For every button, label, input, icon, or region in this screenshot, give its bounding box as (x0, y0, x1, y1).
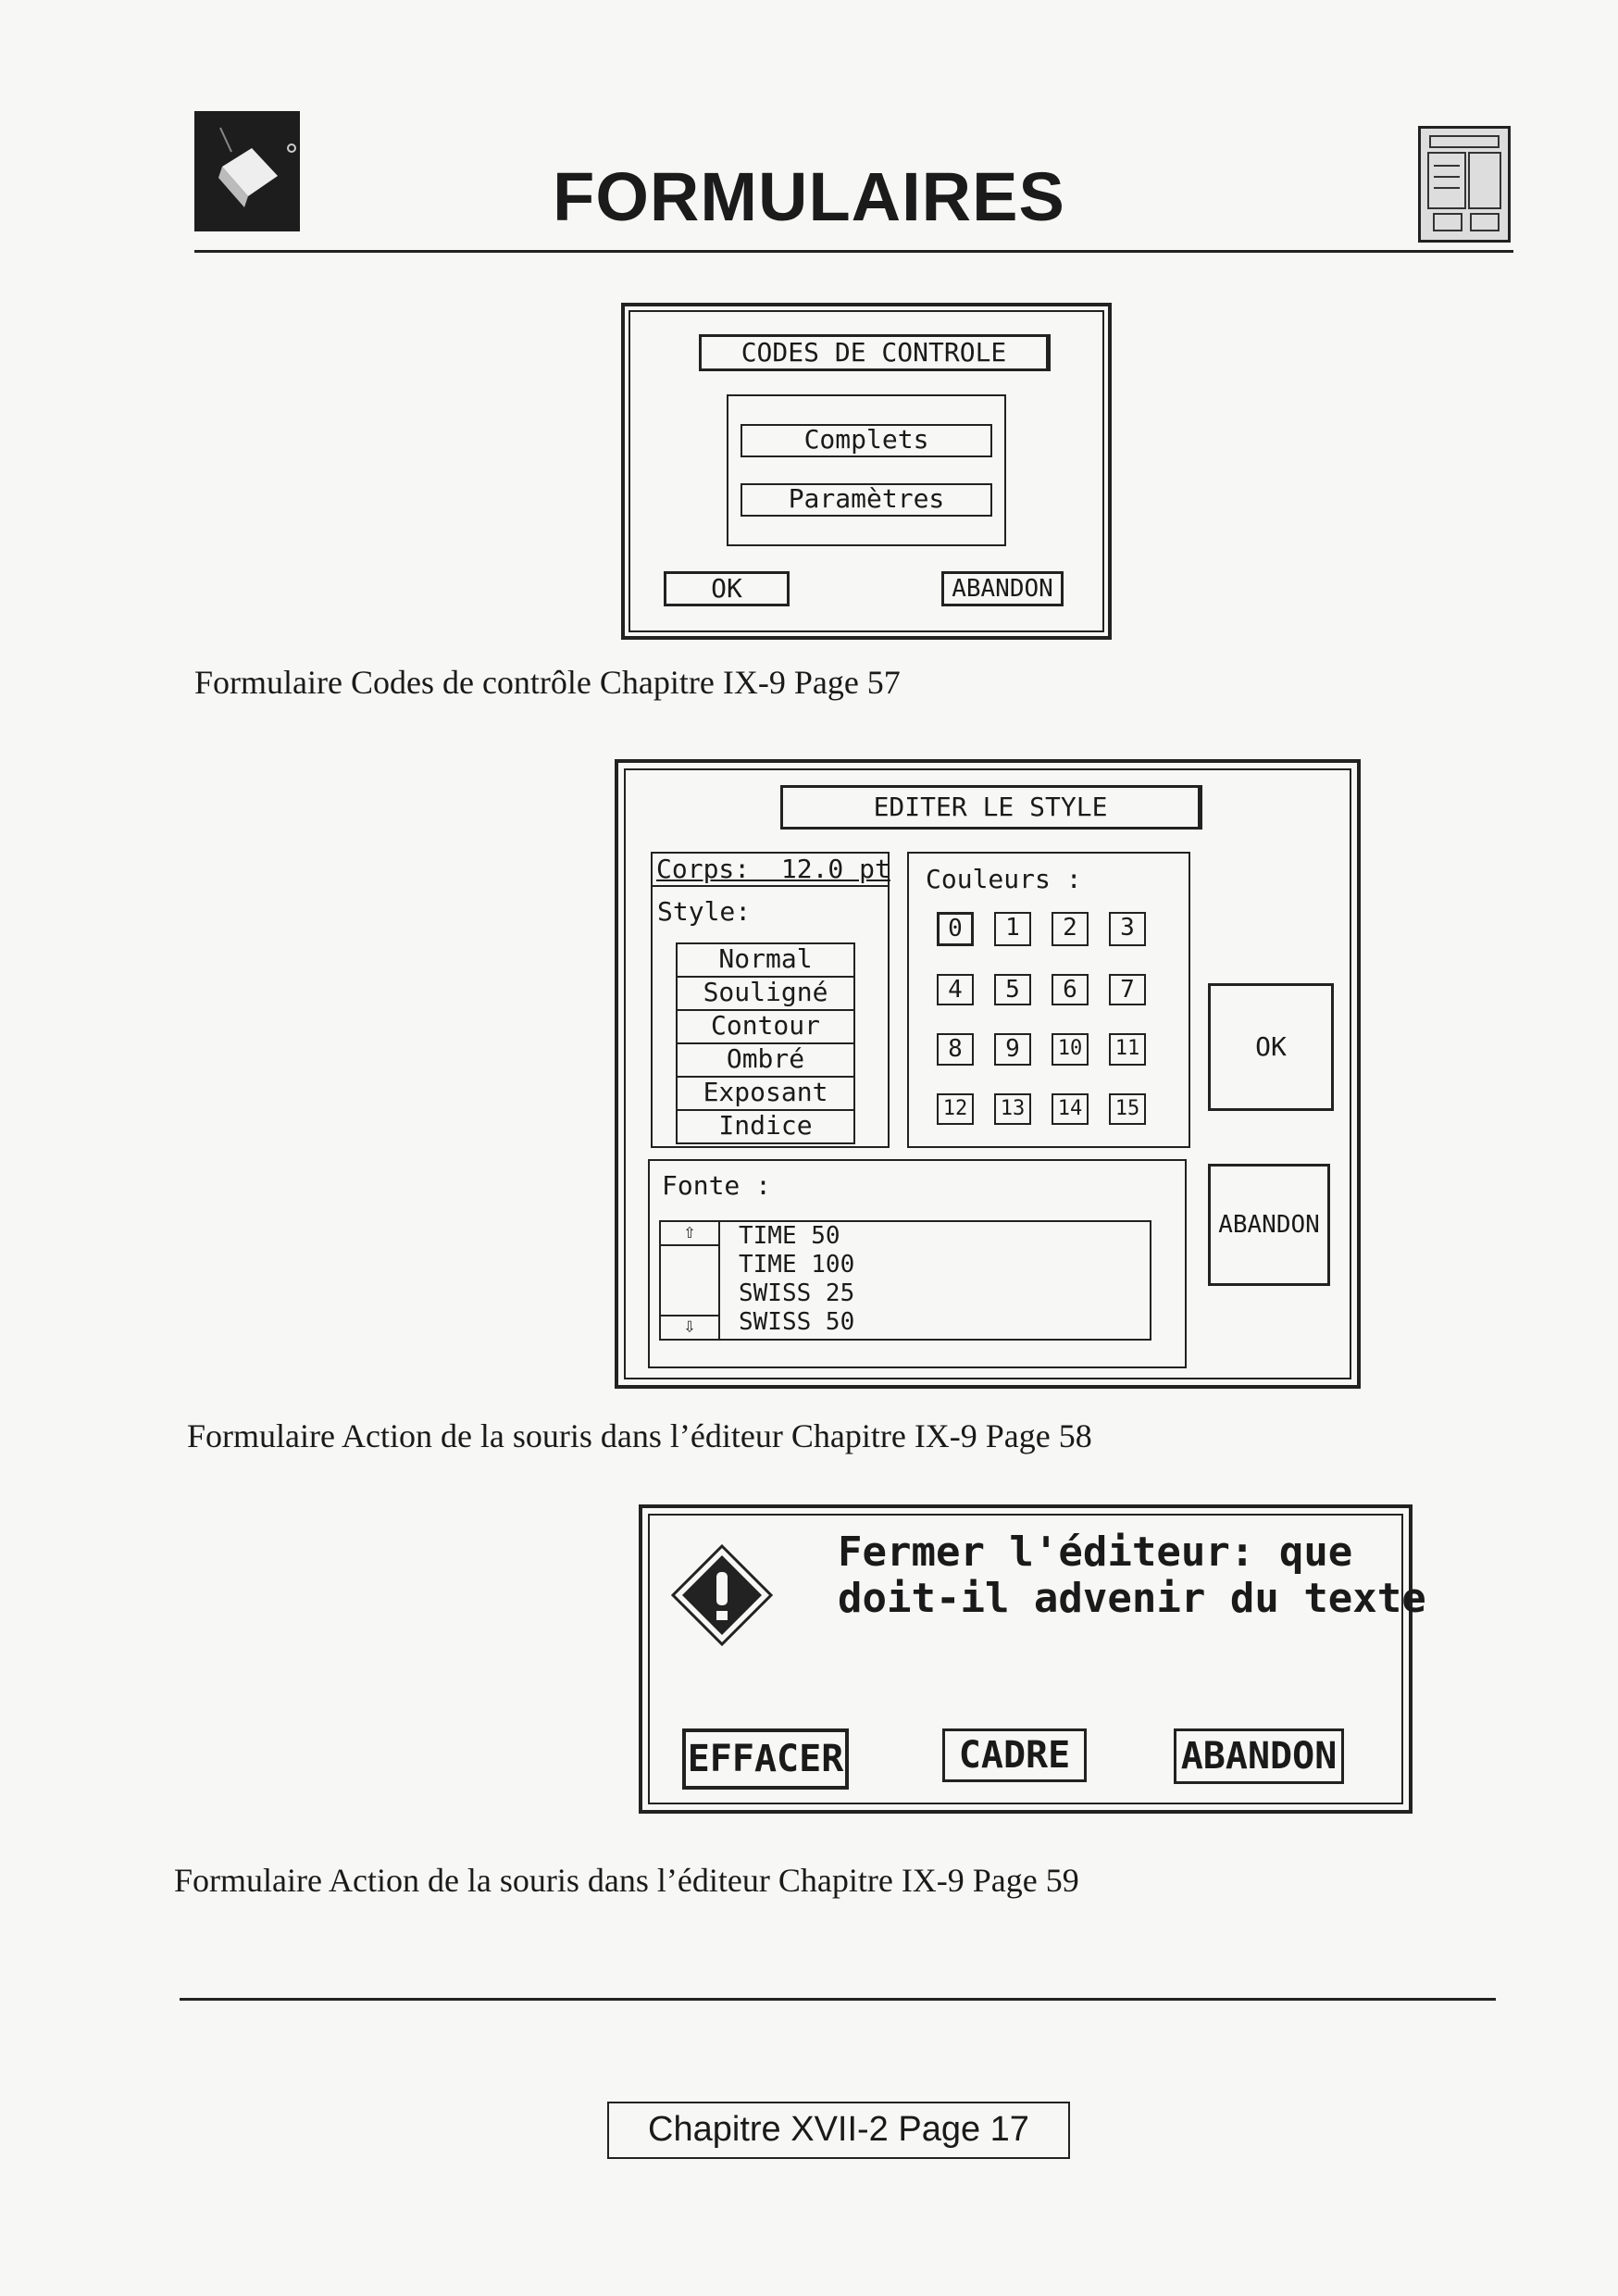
color-swatch-4[interactable]: 4 (937, 974, 974, 1006)
font-option[interactable]: SWISS 25 (739, 1279, 855, 1307)
color-swatch-8[interactable]: 8 (937, 1033, 974, 1066)
color-swatch-7[interactable]: 7 (1109, 974, 1146, 1006)
colors-label: Couleurs : (926, 864, 1082, 894)
cadre-button[interactable]: CADRE (942, 1728, 1087, 1782)
color-swatch-5[interactable]: 5 (994, 974, 1031, 1006)
style-option-ombre[interactable]: Ombré (676, 1044, 855, 1078)
font-option[interactable]: TIME 50 (739, 1222, 840, 1250)
scroll-down-arrow-icon[interactable]: ⇩ (659, 1315, 720, 1341)
alert-message-line: Fermer l'éditeur: que (838, 1529, 1353, 1576)
color-grid (937, 912, 1159, 1125)
alert-message (838, 1529, 1426, 1622)
options-box (727, 394, 1006, 546)
color-swatch-13[interactable]: 13 (994, 1093, 1031, 1126)
style-option-indice[interactable]: Indice (676, 1111, 855, 1144)
caption-1: Formulaire Codes de contrôle Chapitre IX-9 Page 57 (194, 664, 901, 701)
color-swatch-15[interactable]: 15 (1109, 1093, 1146, 1126)
page-number: Chapitre XVII-2 Page 17 (607, 2102, 1070, 2159)
form-thumbnail-icon (1418, 126, 1511, 243)
header-rule (194, 250, 1513, 253)
color-swatch-12[interactable]: 12 (937, 1093, 974, 1126)
footer-rule (180, 1998, 1496, 2001)
style-option-souligne[interactable]: Souligné (676, 978, 855, 1011)
style-option-normal[interactable]: Normal (676, 942, 855, 978)
dialog-title: EDITER LE STYLE (780, 785, 1202, 830)
scroll-up-arrow-icon[interactable]: ⇧ (659, 1220, 720, 1246)
font-option[interactable]: TIME 100 (739, 1251, 855, 1279)
color-swatch-2[interactable]: 2 (1052, 912, 1089, 946)
color-swatch-1[interactable]: 1 (994, 912, 1031, 946)
abandon-button[interactable]: ABANDON (941, 571, 1064, 606)
color-swatch-6[interactable]: 6 (1052, 974, 1089, 1006)
caption-3: Formulaire Action de la souris dans l’éditeur Chapitre IX-9 Page 59 (174, 1862, 1079, 1899)
color-swatch-14[interactable]: 14 (1052, 1093, 1089, 1126)
ok-button[interactable]: OK (664, 571, 790, 606)
style-list (676, 942, 855, 1144)
color-swatch-11[interactable]: 11 (1109, 1033, 1146, 1066)
effacer-button[interactable]: EFFACER (682, 1728, 849, 1790)
parametres-button[interactable]: Paramètres (741, 483, 992, 517)
color-swatch-0[interactable]: 0 (937, 912, 974, 946)
style-option-exposant[interactable]: Exposant (676, 1078, 855, 1111)
ok-button[interactable]: OK (1208, 983, 1334, 1111)
color-swatch-9[interactable]: 9 (994, 1033, 1031, 1066)
complets-button[interactable]: Complets (741, 424, 992, 457)
warning-icon (671, 1544, 773, 1646)
page-title: FORMULAIRES (553, 158, 1065, 235)
abandon-button[interactable]: ABANDON (1208, 1164, 1330, 1286)
font-list (659, 1220, 1151, 1341)
style-label: Style: (657, 896, 752, 927)
alert-message-line: doit-il advenir du texte (838, 1575, 1426, 1622)
caption-2: Formulaire Action de la souris dans l’éditeur Chapitre IX-9 Page 58 (187, 1417, 1092, 1454)
color-swatch-3[interactable]: 3 (1109, 912, 1146, 946)
font-option[interactable]: SWISS 50 (739, 1308, 855, 1336)
abandon-button[interactable]: ABANDON (1174, 1728, 1344, 1784)
font-label: Fonte : (662, 1170, 772, 1201)
color-swatch-10[interactable]: 10 (1052, 1033, 1089, 1066)
corps-field[interactable]: Corps: 12.0 pt (651, 852, 890, 887)
font-items (739, 1222, 854, 1337)
dialog-title: CODES DE CONTROLE (699, 334, 1051, 371)
style-option-contour[interactable]: Contour (676, 1011, 855, 1044)
